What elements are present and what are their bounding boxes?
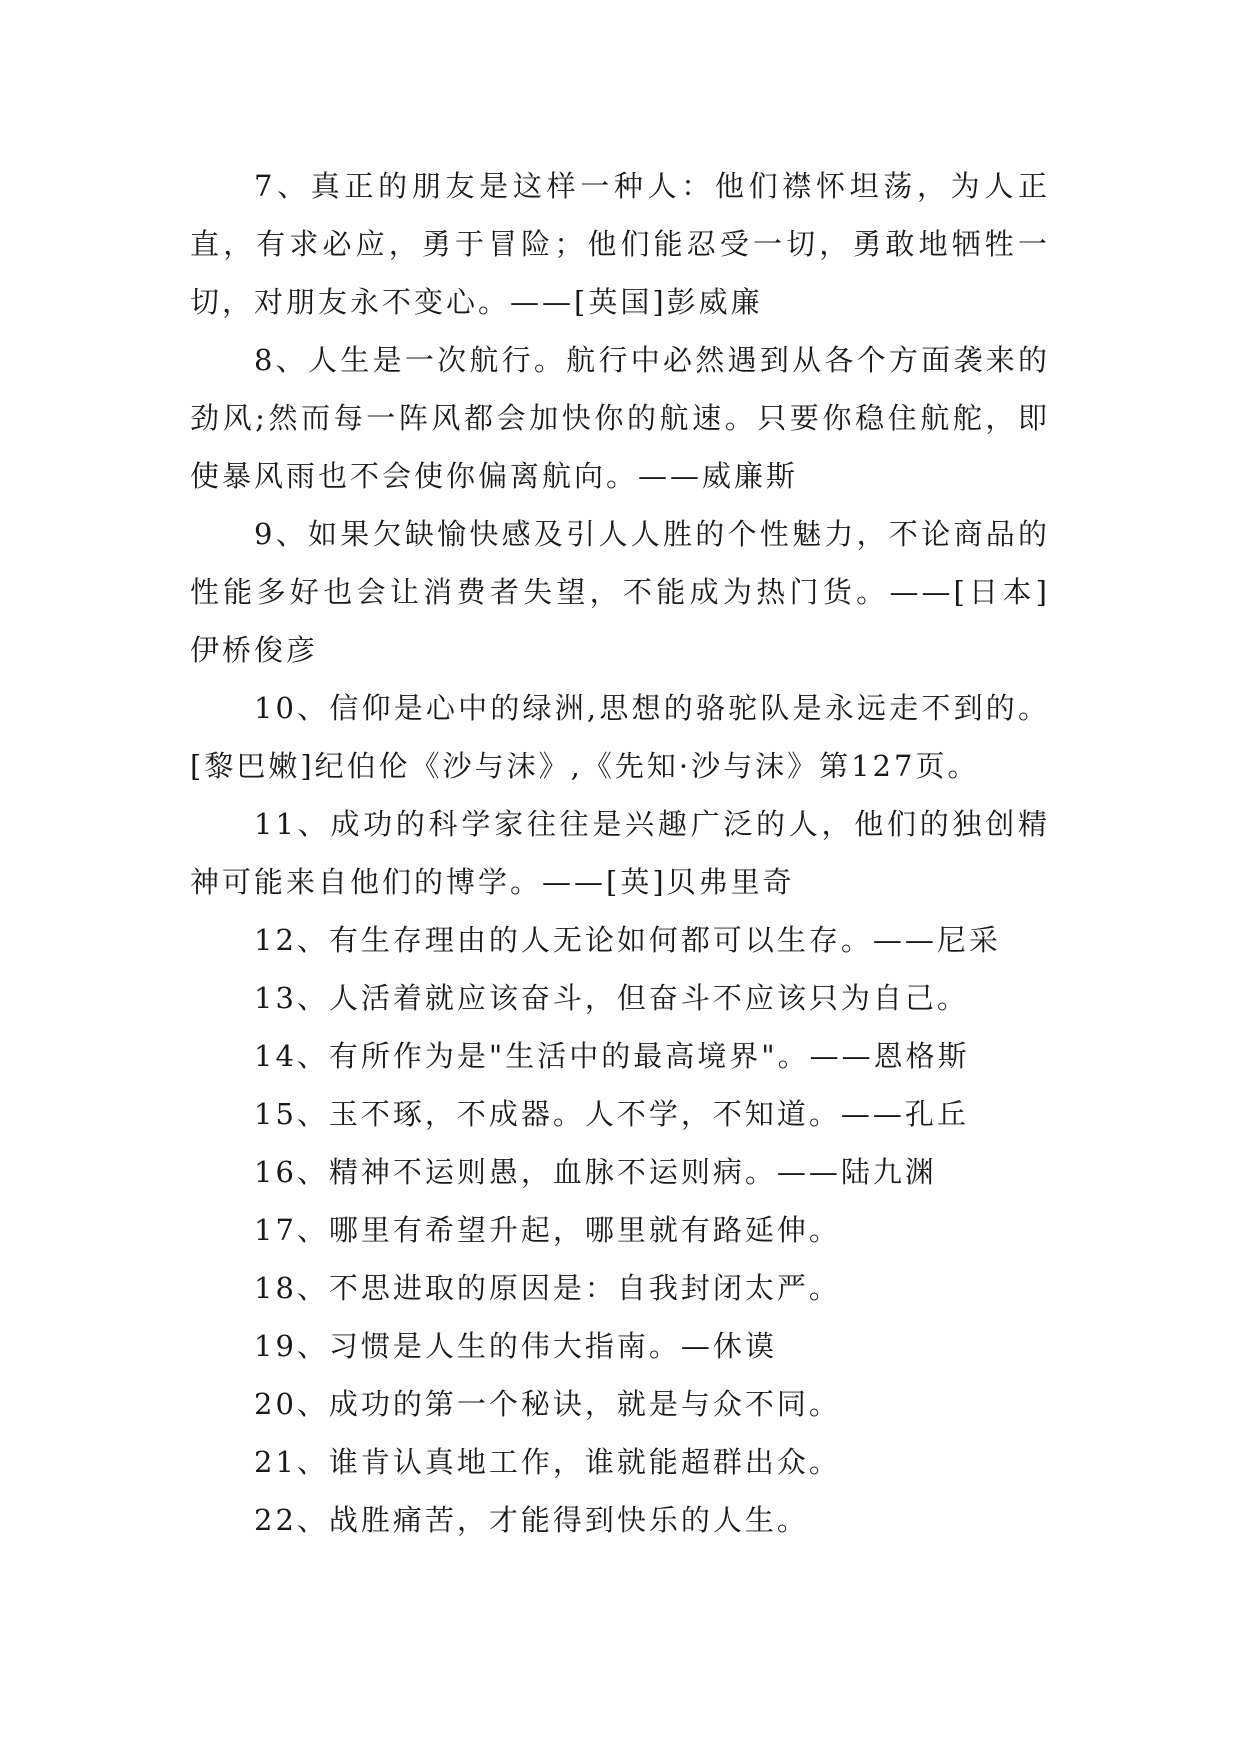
- quote-paragraph-12: 12、有生存理由的人无论如何都可以生存。——尼采: [254, 923, 1001, 957]
- quote-paragraph-10: 10、信仰是心中的绿洲,思想的骆驼队是永远走不到的。[黎巴嫩]纪伯伦《沙与沫》,《先知·沙与沫》第127页。: [190, 691, 1050, 783]
- quote-paragraph-14: 14、有所作为是"生活中的最高境界"。——恩格斯: [254, 1039, 970, 1073]
- quote-paragraph-13: 13、人活着就应该奋斗，但奋斗不应该只为自己。: [254, 981, 969, 1015]
- quote-paragraph-17: 17、哪里有希望升起，哪里就有路延伸。: [254, 1213, 841, 1247]
- quote-paragraph-9: 9、如果欠缺愉快感及引人人胜的个性魅力，不论商品的性能多好也会让消费者失望，不能成为热门货。——[日本]伊桥俊彦: [190, 517, 1050, 667]
- quote-paragraph-20: 20、成功的第一个秘诀，就是与众不同。: [254, 1387, 841, 1421]
- quote-paragraph-18: 18、不思进取的原因是：自我封闭太严。: [254, 1271, 841, 1305]
- quote-paragraph-21: 21、谁肯认真地工作，谁就能超群出众。: [254, 1445, 841, 1479]
- quote-paragraph-11: 11、成功的科学家往往是兴趣广泛的人，他们的独创精神可能来自他们的博学。——[英]贝弗里奇: [190, 807, 1050, 899]
- quote-paragraph-22: 22、战胜痛苦，才能得到快乐的人生。: [254, 1503, 809, 1537]
- quote-paragraph-19: 19、习惯是人生的伟大指南。—休谟: [254, 1329, 777, 1363]
- document-body: [190, 157, 1050, 1549]
- quote-paragraph-7: 7、真正的朋友是这样一种人：他们襟怀坦荡，为人正直，有求必应，勇于冒险；他们能忍受一切，勇敢地牺牲一切，对朋友永不变心。——[英国]彭威廉: [190, 169, 1050, 319]
- quote-paragraph-16: 16、精神不运则愚，血脉不运则病。——陆九渊: [254, 1155, 937, 1189]
- quote-paragraph-8: 8、人生是一次航行。航行中必然遇到从各个方面袭来的劲风;然而每一阵风都会加快你的航速。只要你稳住航舵，即使暴风雨也不会使你偏离航向。——威廉斯: [190, 343, 1050, 493]
- quote-paragraph-15: 15、玉不琢，不成器。人不学，不知道。——孔丘: [254, 1097, 969, 1131]
